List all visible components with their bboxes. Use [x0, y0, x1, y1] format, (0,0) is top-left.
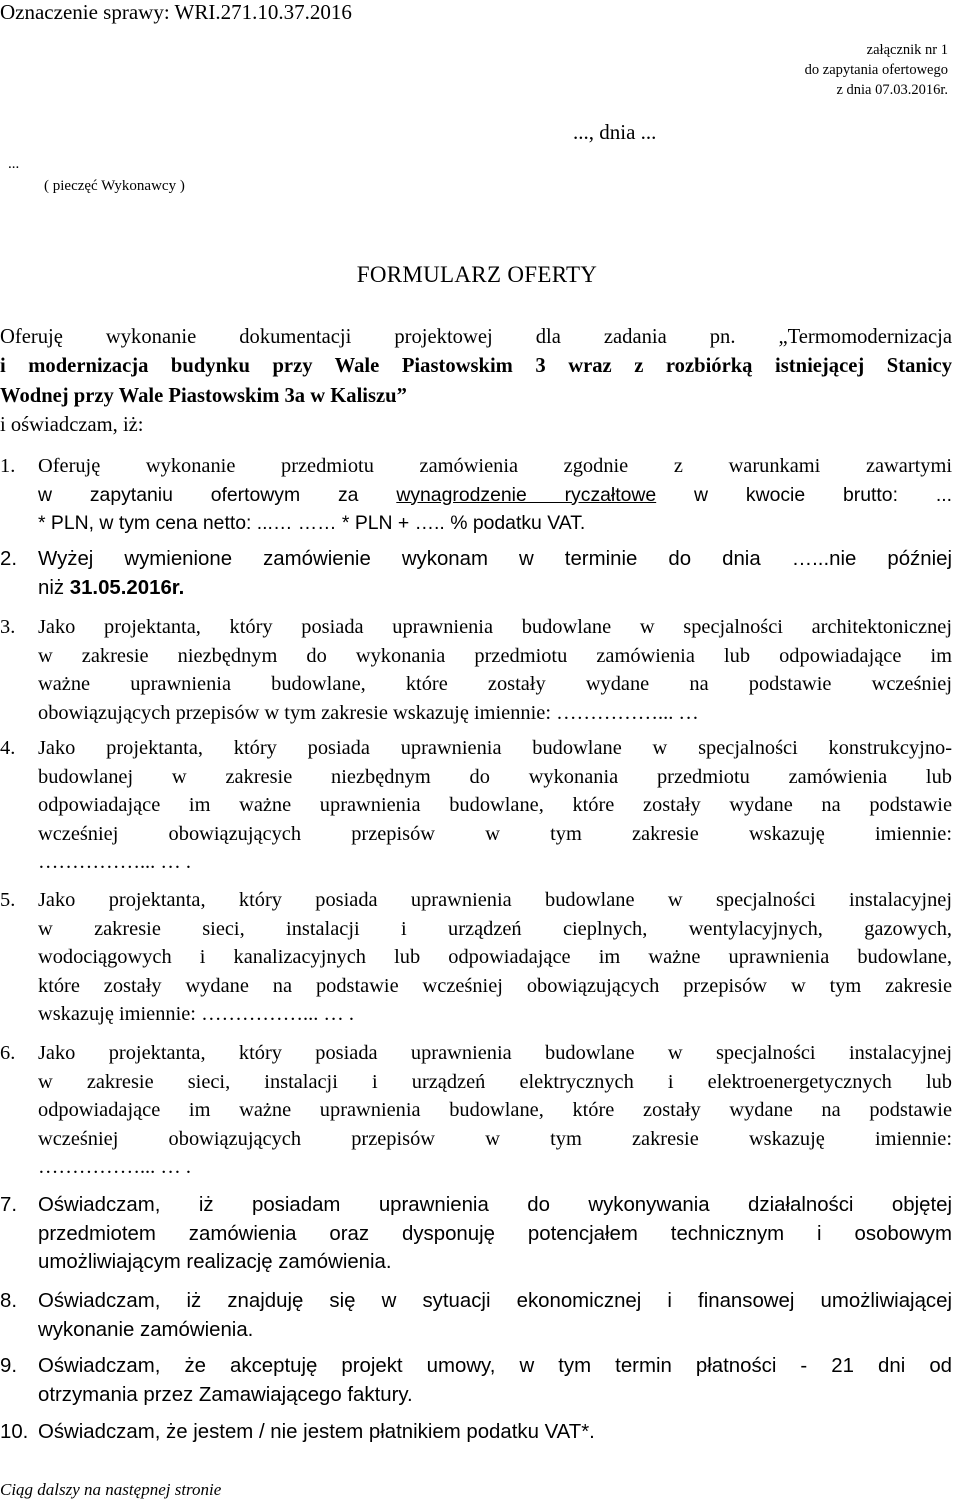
item-line: Oświadczam, iż znajduję się w sytuacji ekonomicznej i finansowej umożliwiającej [38, 1290, 952, 1312]
item-line: przedmiotem zamówienia oraz dysponuję potencjałem technicznym i osobowym [38, 1222, 952, 1245]
list-item [0, 1287, 952, 1344]
item-line: budowlanej w zakresie niezbędnym do wykonania przedmiotu zamówienia lub [38, 765, 952, 788]
item-line: Oferuję wykonanie przedmiotu zamówienia zgodnie z warunkami zawartymi [38, 455, 952, 477]
item-line: wcześniej obowiązujących przepisów w tym zakresie wskazuję imiennie: [38, 1127, 952, 1150]
item-line: w zakresie sieci, instalacji i urządzeń elektrycznych i elektroenergetycznych lub [38, 1070, 952, 1093]
list-item [0, 1191, 952, 1277]
item-line: Jako projektanta, który posiada uprawnienia budowlane w specjalności instalacyjnej [38, 889, 952, 911]
intro-line: Wodnej przy Wale Piastowskim 3a w Kaliszu” [0, 385, 407, 407]
item-number: 10. [0, 1421, 29, 1443]
list-item [0, 886, 952, 1029]
item-line: w zapytaniu ofertowym za wynagrodzenie ryczałtowe w kwocie brutto: ... [38, 483, 952, 506]
item-line: Jako projektanta, który posiada uprawnienia budowlane w specjalności instalacyjnej [38, 1042, 952, 1064]
item-line: niż 31.05.2016r. [38, 576, 185, 599]
stamp-label: ( pieczęć Wykonawcy ) [44, 178, 185, 194]
item-line: wykonanie zamówienia. [38, 1318, 254, 1341]
item-line: ……………... … . [38, 851, 191, 874]
item-line: w zakresie sieci, instalacji i urządzeń cieplnych, wentylacyjnych, gazowych, [38, 917, 952, 940]
item-number: 3. [0, 616, 16, 638]
item-line: które zostały wydane na podstawie wcześniej obowiązujących przepisów w tym zakresie [38, 974, 952, 997]
item-line: umożliwiającym realizację zamówienia. [38, 1251, 392, 1274]
list-item [0, 452, 952, 538]
item-line: wskazuję imiennie: ……………... … . [38, 1003, 355, 1026]
item-line: Oświadczam, że jestem / nie jestem płatnikiem podatku VAT*. [38, 1421, 595, 1443]
item-line: Jako projektanta, który posiada uprawnienia budowlane w specjalności konstrukcyjno- [38, 737, 952, 759]
list-item [0, 1418, 952, 1447]
item-line: w zakresie niezbędnym do wykonania przedmiotu zamówienia lub odpowiadające im [38, 644, 952, 667]
item-number: 6. [0, 1042, 16, 1064]
list-item [0, 734, 952, 877]
case-reference: Oznaczenie sprawy: WRI.271.10.37.2016 [0, 0, 352, 24]
item-line: obowiązujących przepisów w tym zakresie wskazuję imiennie: ……………... … [38, 701, 699, 724]
annex-date: z dnia 07.03.2016r. [836, 82, 948, 98]
item-line: otrzymania przez Zamawiającego faktury. [38, 1383, 413, 1406]
item-line: wodociągowych i kanalizacyjnych lub odpowiadające im ważne uprawnienia budowlane, [38, 946, 952, 969]
continuation-note: Ciąg dalszy na następnej stronie [0, 1480, 222, 1499]
item-line: ……………... … . [38, 1156, 191, 1179]
item-line: Oświadczam, że akceptuję projekt umowy, w tym termin płatności - 21 dni od [38, 1355, 952, 1377]
item-number: 7. [0, 1194, 18, 1216]
stamp-placeholder: ... [8, 156, 20, 172]
item-number: 2. [0, 548, 18, 570]
list-item [0, 613, 952, 727]
intro-line: Oferuję wykonanie dokumentacji projektowej dla zadania pn. „Termomodernizacja [0, 326, 952, 348]
list-item [0, 1039, 952, 1182]
item-number: 5. [0, 889, 16, 911]
annex-label: załącznik nr 1 [866, 42, 948, 58]
intro-line: i modernizacja budynku przy Wale Piastowskim 3 wraz z rozbiórką istniejącej Stanicy [0, 355, 952, 377]
item-number: 1. [0, 455, 16, 477]
list-item [0, 545, 952, 602]
list-item [0, 1352, 952, 1409]
item-number: 9. [0, 1355, 18, 1377]
form-title: FORMULARZ OFERTY [356, 262, 598, 287]
item-line: * PLN, w tym cena netto: ...… …… * PLN + ….. % podatku VAT. [38, 512, 586, 535]
annex-reference: do zapytania ofertowego [804, 62, 948, 78]
intro-line: i oświadczam, iż: [0, 414, 144, 436]
underlined-phrase: wynagrodzenie ryczałtowe [396, 483, 657, 506]
place-date-field: ..., dnia ... [573, 120, 657, 144]
item-line: Oświadczam, iż posiadam uprawnienia do wykonywania działalności objętej [38, 1194, 952, 1216]
item-number: 8. [0, 1290, 18, 1312]
item-number: 4. [0, 737, 16, 759]
item-line: ważne uprawnienia budowlane, które zostały wydane na podstawie wcześniej [38, 673, 952, 696]
deadline-date: 31.05.2016r. [69, 576, 185, 599]
item-line: odpowiadające im ważne uprawnienia budowlane, które zostały wydane na podstawie [38, 1099, 952, 1122]
item-line: Jako projektanta, który posiada uprawnienia budowlane w specjalności architektonicznej [38, 616, 952, 638]
item-line: wcześniej obowiązujących przepisów w tym zakresie wskazuję imiennie: [38, 822, 952, 845]
item-line: Wyżej wymienione zamówienie wykonam w terminie do dnia …...nie później [38, 548, 952, 570]
item-line: odpowiadające im ważne uprawnienia budowlane, które zostały wydane na podstawie [38, 794, 952, 817]
